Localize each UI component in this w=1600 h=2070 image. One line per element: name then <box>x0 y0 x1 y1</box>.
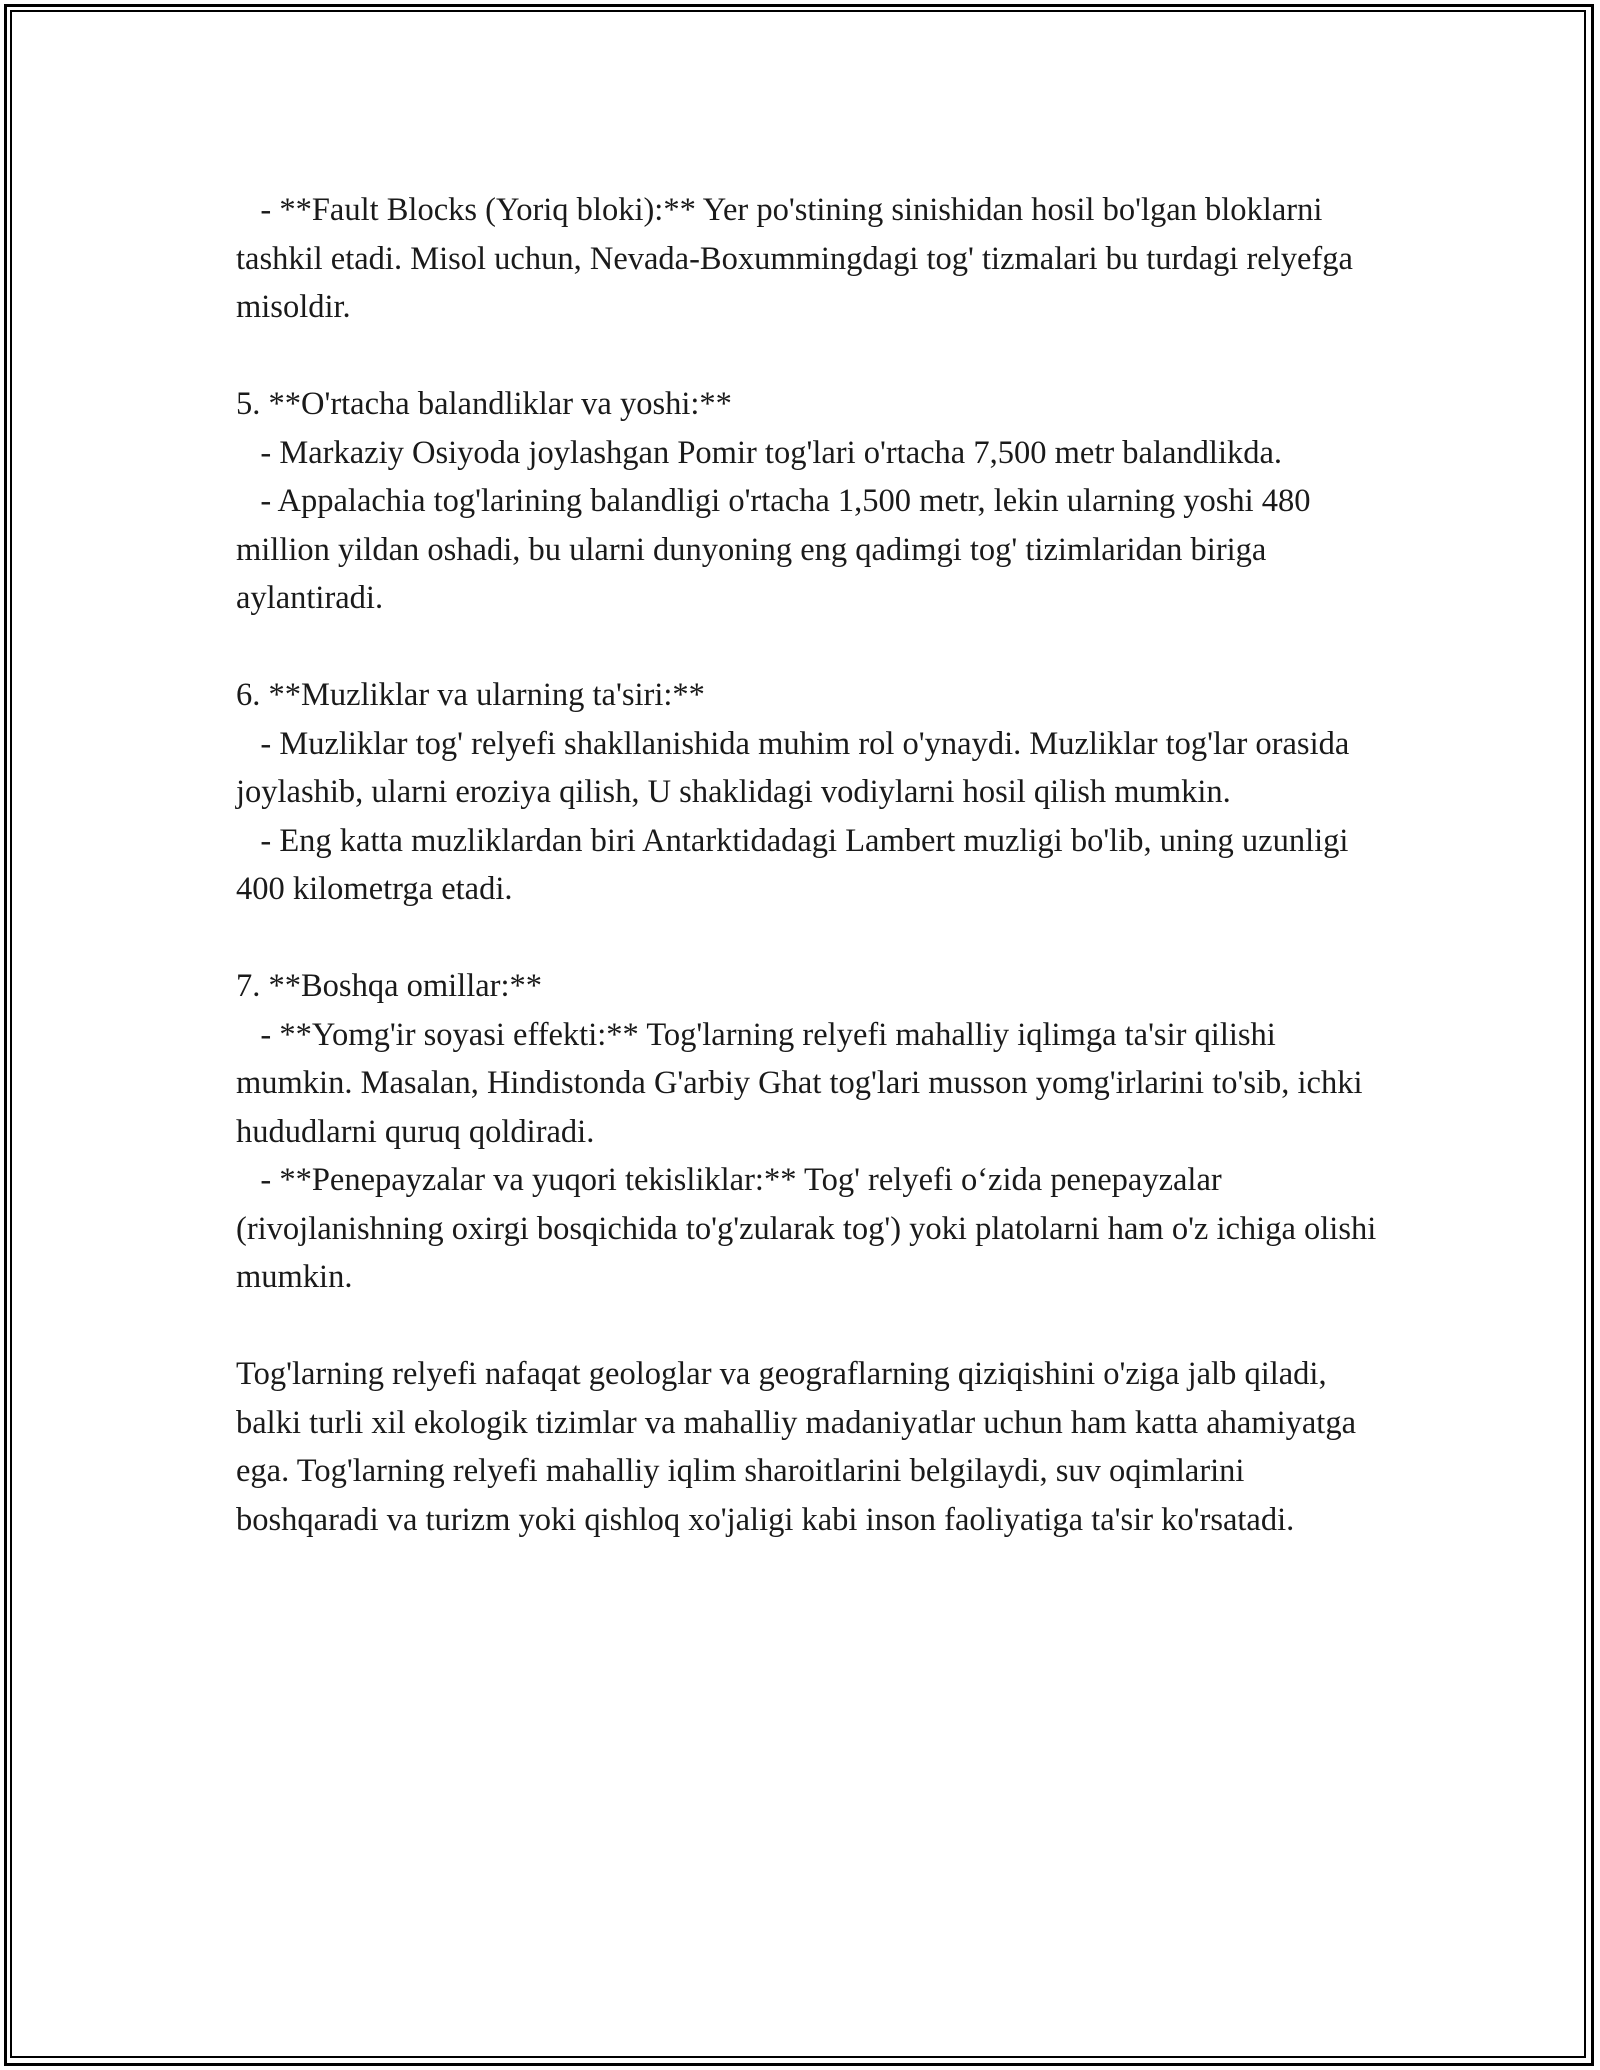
blank-line <box>236 623 1386 672</box>
appalachia-item: - Appalachia tog'larining balandligi o'rtacha 1,500 metr, lekin ularning yoshi 480 million yildan oshadi, bu ularni dunyoning eng qadimgi tog' tizimlaridan biriga aylantiradi. <box>236 483 1319 616</box>
blank-line <box>236 914 1386 963</box>
fault-blocks-item: - **Fault Blocks (Yoriq bloki):** Yer po'stining sinishidan hosil bo'lgan bloklarni tashkil etadi. Misol uchun, Nevada-Boxummingdagi tog' tizmalari bu turdagi relyefga misoldir. <box>236 192 1362 325</box>
lambert-item: - Eng katta muzliklardan biri Antarktidadagi Lambert muzligi bo'lib, uning uzunligi 400 kilometrga etadi. <box>236 822 1357 907</box>
section-7-heading: 7. **Boshqa omillar:** <box>236 968 543 1004</box>
peneplains-item: - **Penepayzalar va yuqori tekisliklar:** Tog' relyefi o‘zida penepayzalar (rivojlanishning oxirgi bosqichida to'g'zularak tog') yoki platolarni ham o'z ichiga olishi mumkin. <box>236 1162 1385 1295</box>
blank-line <box>236 332 1386 381</box>
blank-line <box>236 1302 1386 1351</box>
conclusion-paragraph: Tog'larning relyefi nafaqat geologlar va geograflarning qiziqishini o'ziga jalb qiladi, balki turli xil ekologik tizimlar va mahalliy madaniyatlar uchun ham katta ahamiyatga ega. Tog'larning relyefi mahalliy iqlim sharoitlarini belgilaydi, suv oqimlarini boshqaradi va turizm yoki qishloq xo'jaligi kabi inson faoliyatiga ta'sir ko'rsatadi. <box>236 1356 1365 1538</box>
glaciers-item: - Muzliklar tog' relyefi shakllanishida muhim rol o'ynaydi. Muzliklar tog'lar orasida joylashib, ularni eroziya qilish, U shaklidagi vodiylarni hosil qilish mumkin. <box>236 725 1358 810</box>
pamir-item: - Markaziy Osiyoda joylashgan Pomir tog'lari o'rtacha 7,500 metr balandlikda. <box>236 434 1283 471</box>
rain-shadow-item: - **Yomg'ir soyasi effekti:** Tog'larning relyefi mahalliy iqlimga ta'sir qilishi mumkin. Masalan, Hindistonda G'arbiy Ghat tog'lari musson yomg'irlarini to'sib, ichki hududlarni quruq qoldiradi. <box>236 1016 1371 1150</box>
section-6-heading: 6. **Muzliklar va ularning ta'siri:** <box>236 677 705 713</box>
document-body <box>236 186 1386 1544</box>
section-5-heading: 5. **O'rtacha balandliklar va yoshi:** <box>236 386 732 422</box>
